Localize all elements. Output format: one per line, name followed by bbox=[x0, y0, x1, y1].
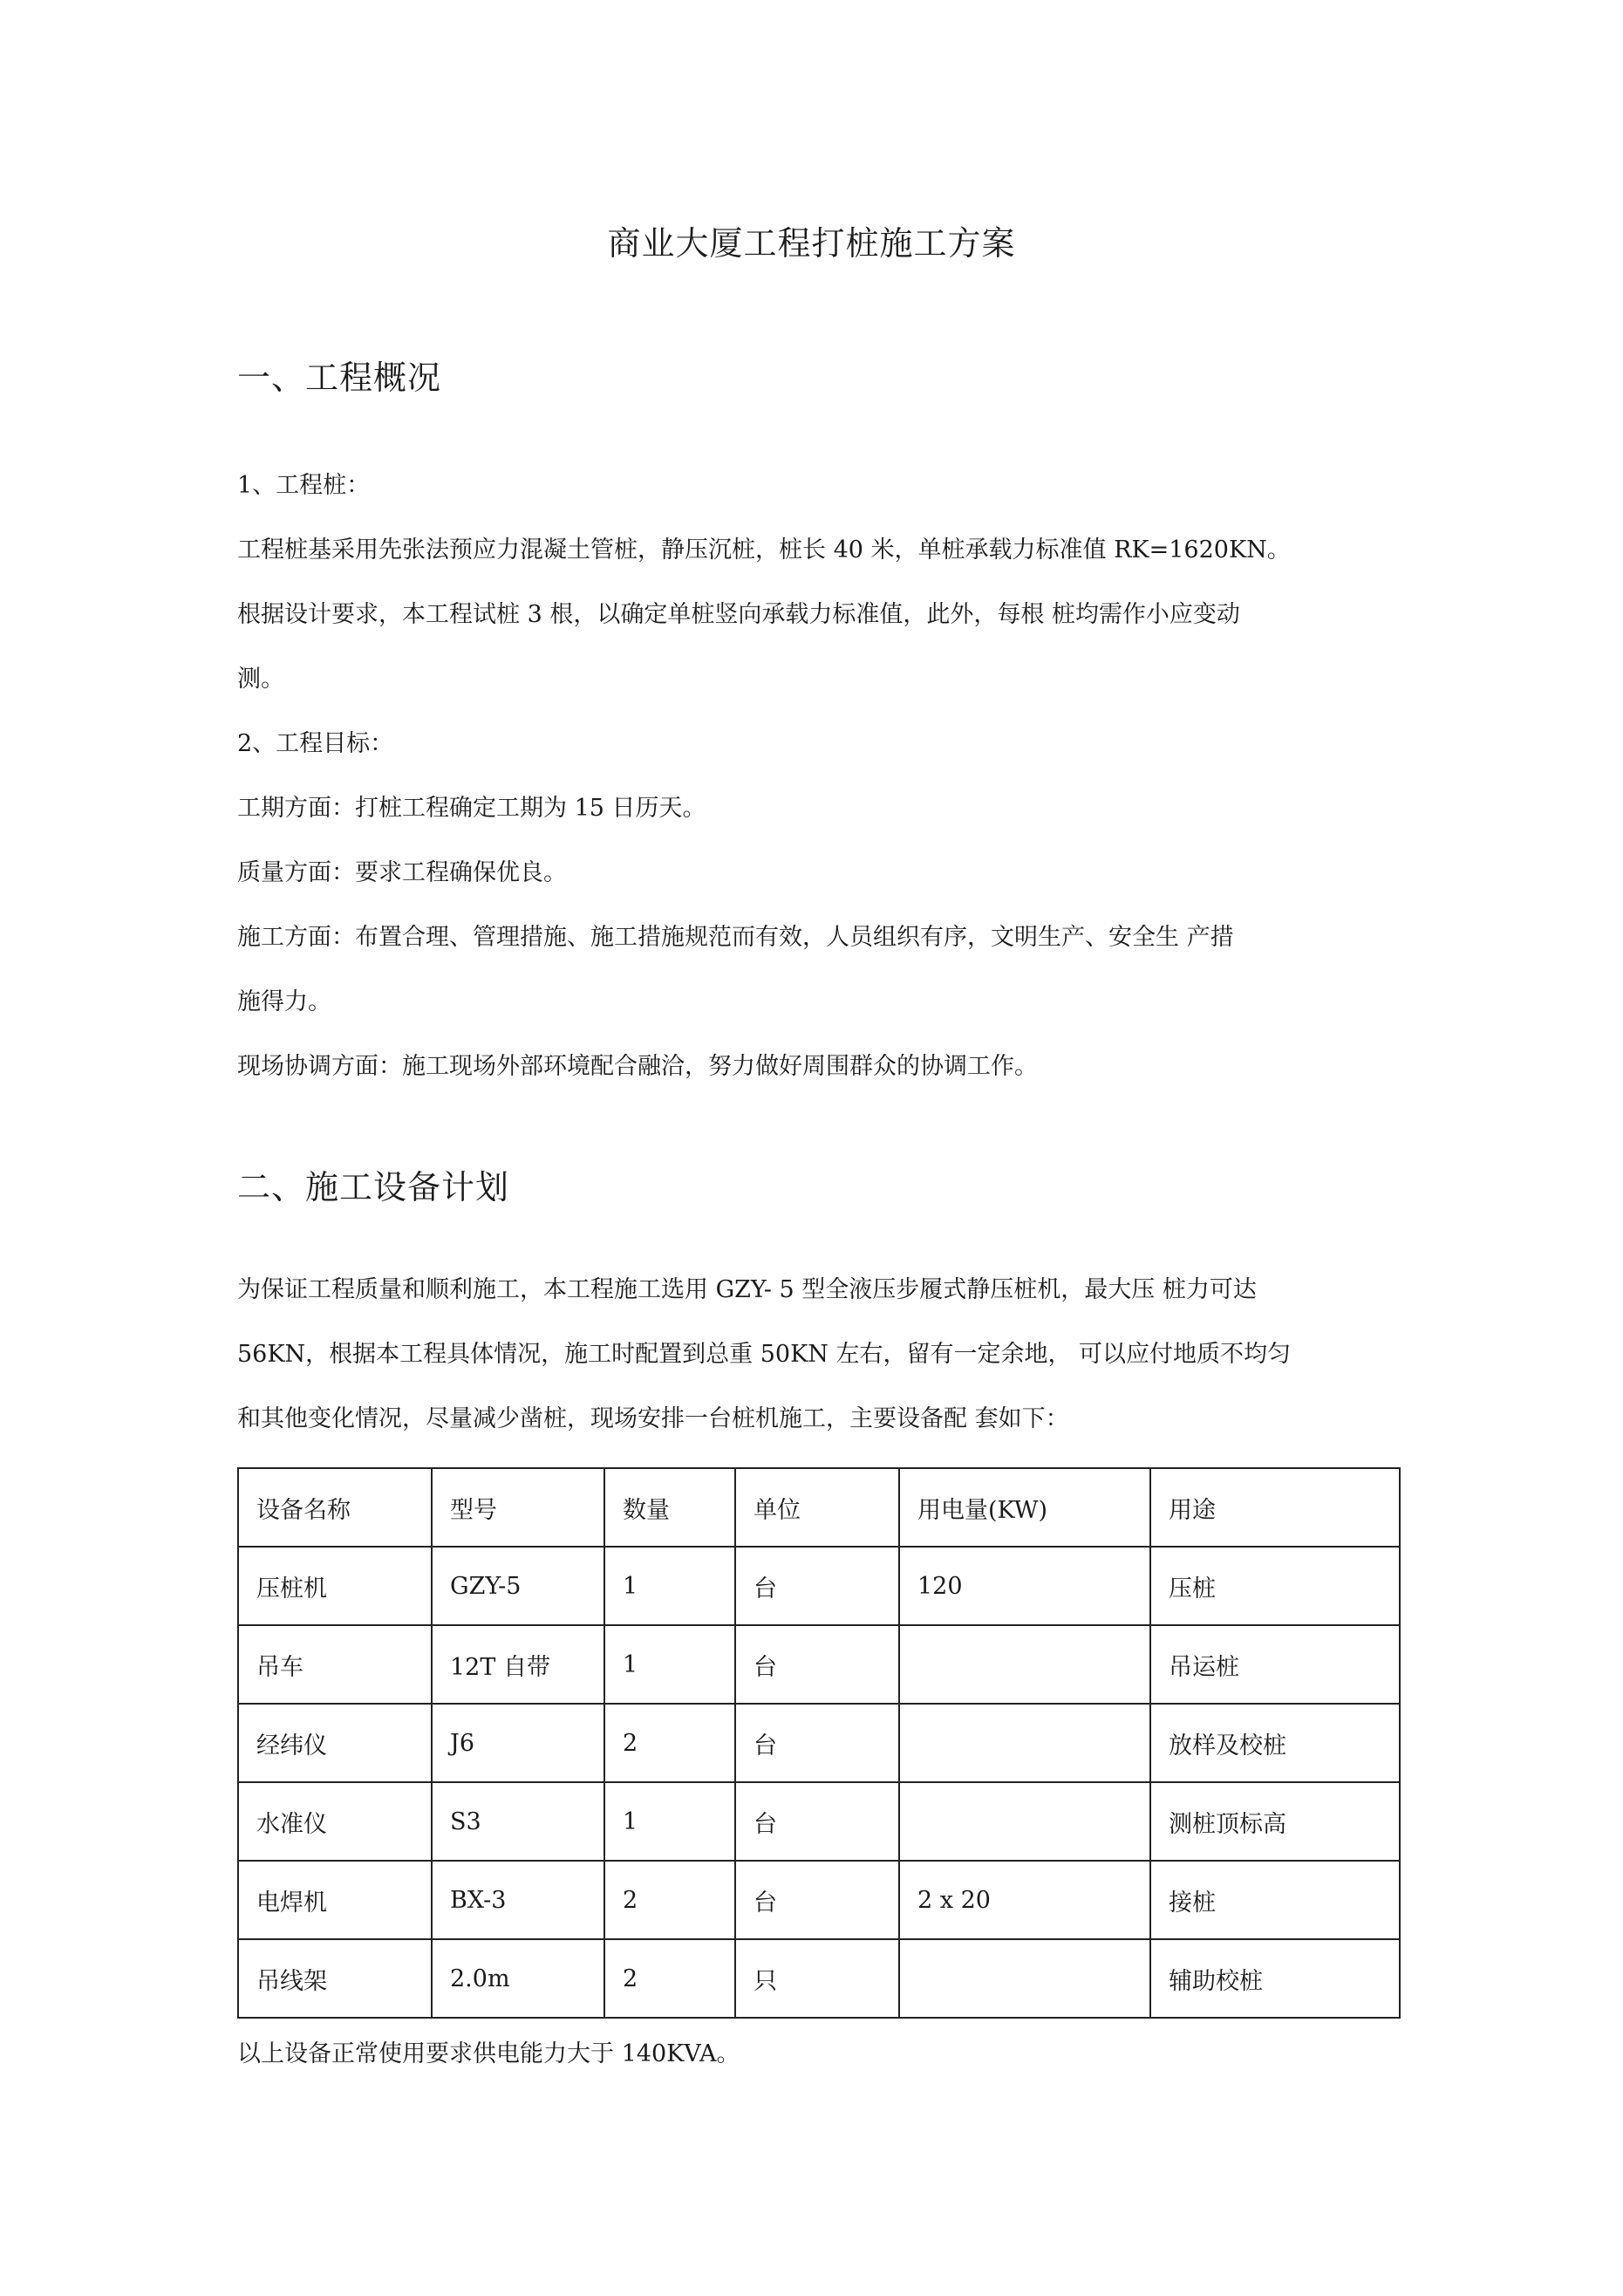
table-cell: 2.0m bbox=[432, 1939, 604, 2018]
table-cell: 1 bbox=[604, 1547, 735, 1625]
table-row bbox=[238, 1782, 1400, 1861]
goal-construction-line-1: 施工方面：布置合理、管理措施、施工措施规范而有效，人员组织有序，文明生产、安全生 产措 bbox=[237, 924, 1234, 951]
table-cell: GZY-5 bbox=[432, 1547, 604, 1625]
table-cell: 2 x 20 bbox=[899, 1861, 1150, 1939]
table-cell: 2 bbox=[604, 1939, 735, 2018]
table-cell bbox=[899, 1782, 1150, 1861]
table-cell: 1 bbox=[604, 1625, 735, 1704]
header-cell: 型号 bbox=[432, 1468, 604, 1547]
goal-construction-line-2: 施得力。 bbox=[237, 988, 331, 1015]
section-1-heading: 一、工程概况 bbox=[237, 359, 442, 397]
table-cell: 120 bbox=[899, 1547, 1150, 1625]
goal-quality: 质量方面：要求工程确保优良。 bbox=[237, 859, 567, 886]
table-row bbox=[238, 1625, 1400, 1704]
table-cell: 经纬仪 bbox=[238, 1704, 432, 1782]
header-cell: 单位 bbox=[735, 1468, 899, 1547]
item-1-label: 1、工程桩： bbox=[237, 472, 371, 499]
table-cell: 电焊机 bbox=[238, 1861, 432, 1939]
table-cell: 只 bbox=[735, 1939, 899, 2018]
equipment-table bbox=[237, 1467, 1401, 2019]
table-row bbox=[238, 1704, 1400, 1782]
table-cell: 吊车 bbox=[238, 1625, 432, 1704]
goal-coordination: 现场协调方面：施工现场外部环境配合融洽，努力做好周围群众的协调工作。 bbox=[237, 1053, 1038, 1080]
intro-line-2: 56KN，根据本工程具体情况，施工时配置到总重 50KN 左右，留有一定余地， 可以应付地质不均匀 bbox=[237, 1341, 1292, 1368]
header-cell: 用途 bbox=[1150, 1468, 1400, 1547]
table-cell: 接桩 bbox=[1150, 1861, 1400, 1939]
section-2-heading: 二、施工设备计划 bbox=[237, 1168, 510, 1206]
table-cell: 2 bbox=[604, 1704, 735, 1782]
table-cell: 吊运桩 bbox=[1150, 1625, 1400, 1704]
table-cell: 台 bbox=[735, 1861, 899, 1939]
table-cell: 1 bbox=[604, 1782, 735, 1861]
header-cell: 设备名称 bbox=[238, 1468, 432, 1547]
item-1-line-2: 根据设计要求，本工程试桩 3 根，以确定单桩竖向承载力标准值，此外，每根 桩均需作小应变动 bbox=[237, 601, 1240, 628]
table-cell bbox=[899, 1625, 1150, 1704]
header-cell: 数量 bbox=[604, 1468, 735, 1547]
table-cell: 水准仪 bbox=[238, 1782, 432, 1861]
intro-line-3: 和其他变化情况，尽量减少凿桩，现场安排一台桩机施工，主要设备配 套如下： bbox=[237, 1405, 1069, 1432]
table-row bbox=[238, 1547, 1400, 1625]
table-cell bbox=[899, 1704, 1150, 1782]
table-cell: 台 bbox=[735, 1704, 899, 1782]
power-supply-note: 以上设备正常使用要求供电能力大于 140KVA。 bbox=[237, 2040, 740, 2067]
table-cell: 吊线架 bbox=[238, 1939, 432, 2018]
table-cell: 12T 自带 bbox=[432, 1625, 604, 1704]
table-cell: 压桩机 bbox=[238, 1547, 432, 1625]
table-cell: 辅助校桩 bbox=[1150, 1939, 1400, 2018]
table-cell: S3 bbox=[432, 1782, 604, 1861]
table-header-row bbox=[238, 1468, 1400, 1547]
header-cell: 用电量(KW) bbox=[899, 1468, 1150, 1547]
table-cell: J6 bbox=[432, 1704, 604, 1782]
table-cell: BX-3 bbox=[432, 1861, 604, 1939]
table-cell: 台 bbox=[735, 1782, 899, 1861]
table-cell: 放样及校桩 bbox=[1150, 1704, 1400, 1782]
item-1-line-3: 测。 bbox=[237, 666, 284, 693]
table-cell: 测桩顶标高 bbox=[1150, 1782, 1400, 1861]
intro-line-1: 为保证工程质量和顺利施工，本工程施工选用 GZY- 5 型全液压步履式静压桩机，最大压 桩力可达 bbox=[237, 1276, 1257, 1303]
table-cell: 压桩 bbox=[1150, 1547, 1400, 1625]
goal-period: 工期方面：打桩工程确定工期为 15 日历天。 bbox=[237, 795, 706, 822]
table-cell bbox=[899, 1939, 1150, 2018]
item-2-label: 2、工程目标： bbox=[237, 730, 394, 757]
table-row bbox=[238, 1861, 1400, 1939]
item-1-line-1: 工程桩基采用先张法预应力混凝土管桩，静压沉桩，桩长 40 米，单桩承载力标准值 RK=1620KN。 bbox=[237, 536, 1291, 564]
document-title: 商业大厦工程打桩施工方案 bbox=[607, 224, 1016, 263]
table-cell: 台 bbox=[735, 1547, 899, 1625]
table-cell: 台 bbox=[735, 1625, 899, 1704]
table-row bbox=[238, 1939, 1400, 2018]
table-cell: 2 bbox=[604, 1861, 735, 1939]
